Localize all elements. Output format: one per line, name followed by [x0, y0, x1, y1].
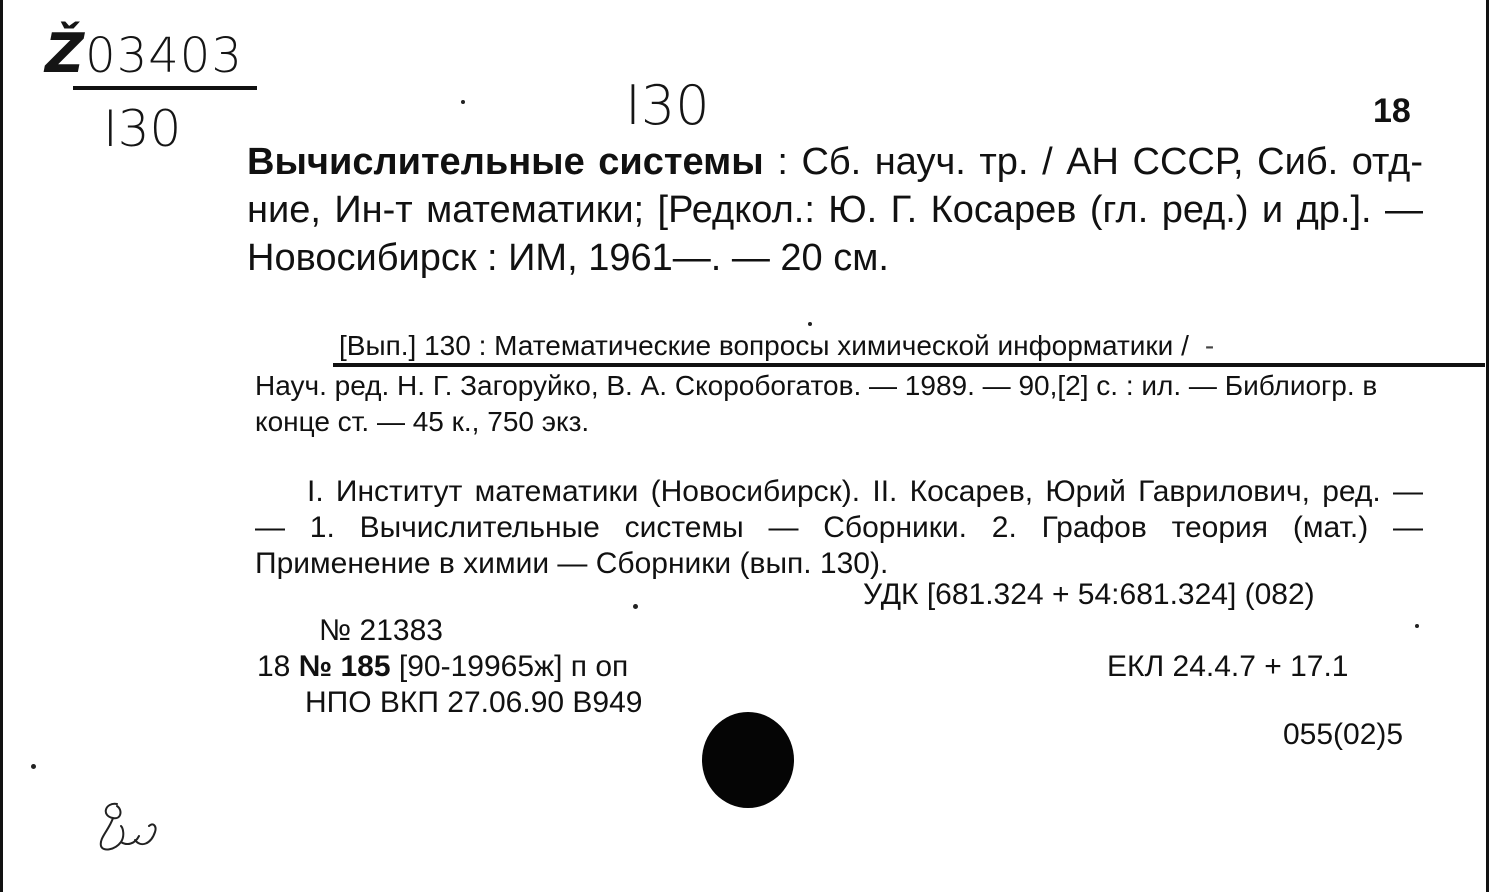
issue-details: Науч. ред. Н. Г. Загоруйко, В. А. Скоробогатов. — 1989. — 90,[2] с. : ил. — Библиогр. в конце ст. — 45 к., 750 экз.	[255, 370, 1378, 437]
main-description-rest: : Сб. науч. тр. / АН СССР, Сиб. отд-ние, Ин-т математики; [Редкол.: Ю. Г. Косарев (гл. ред.) и др.]. — Новосибирск : ИМ, 1961—. — 20 см.	[247, 141, 1424, 279]
order-rest: [90-19965ж] п оп	[390, 650, 629, 683]
punch-hole-icon	[702, 712, 794, 808]
speck-dot	[31, 764, 36, 769]
issue-rule	[333, 363, 1485, 367]
header-call-number: I30	[625, 74, 710, 137]
issue-title: [Вып.] 130 : Математические вопросы химической информатики /	[339, 330, 1189, 361]
speck-dot	[633, 604, 638, 609]
main-title: Вычислительные системы	[247, 141, 764, 183]
accession-underline	[73, 86, 257, 90]
ekl-code: ЕКЛ 24.4.7 + 17.1	[1107, 650, 1349, 683]
speck-dot	[808, 322, 812, 326]
classification-code: 055(02)5	[1283, 718, 1404, 751]
issue-title-line	[339, 330, 1214, 362]
speck-dot	[461, 100, 465, 104]
subject-tracing: I. Институт математики (Новосибирск). II. Косарев, Юрий Гаврилович, ред. — — 1. Вычислительные системы — Сборники. 2. Графов теория (мат.) — Применение в химии — Сборники (вып. 130).	[255, 475, 1423, 580]
speck-dot	[1415, 624, 1419, 628]
accession-digits: 03403	[85, 28, 243, 84]
signature-icon	[95, 796, 165, 861]
accession-prefix: Ž	[45, 22, 86, 85]
printer-line: НПО ВКП 27.06.90 В949	[305, 686, 643, 719]
order-series: 18	[257, 650, 291, 683]
order-number: № 185	[298, 650, 391, 683]
main-description	[247, 138, 1423, 282]
udc-code: УДК [681.324 + 54:681.324] (082)	[863, 578, 1315, 611]
accession-call-number: I30	[103, 100, 182, 158]
order-line	[257, 650, 628, 684]
accession-number	[45, 22, 243, 85]
card-number: № 21383	[319, 614, 443, 647]
series-number: 18	[1373, 92, 1411, 130]
issue-dash-mark: -	[1204, 330, 1215, 361]
